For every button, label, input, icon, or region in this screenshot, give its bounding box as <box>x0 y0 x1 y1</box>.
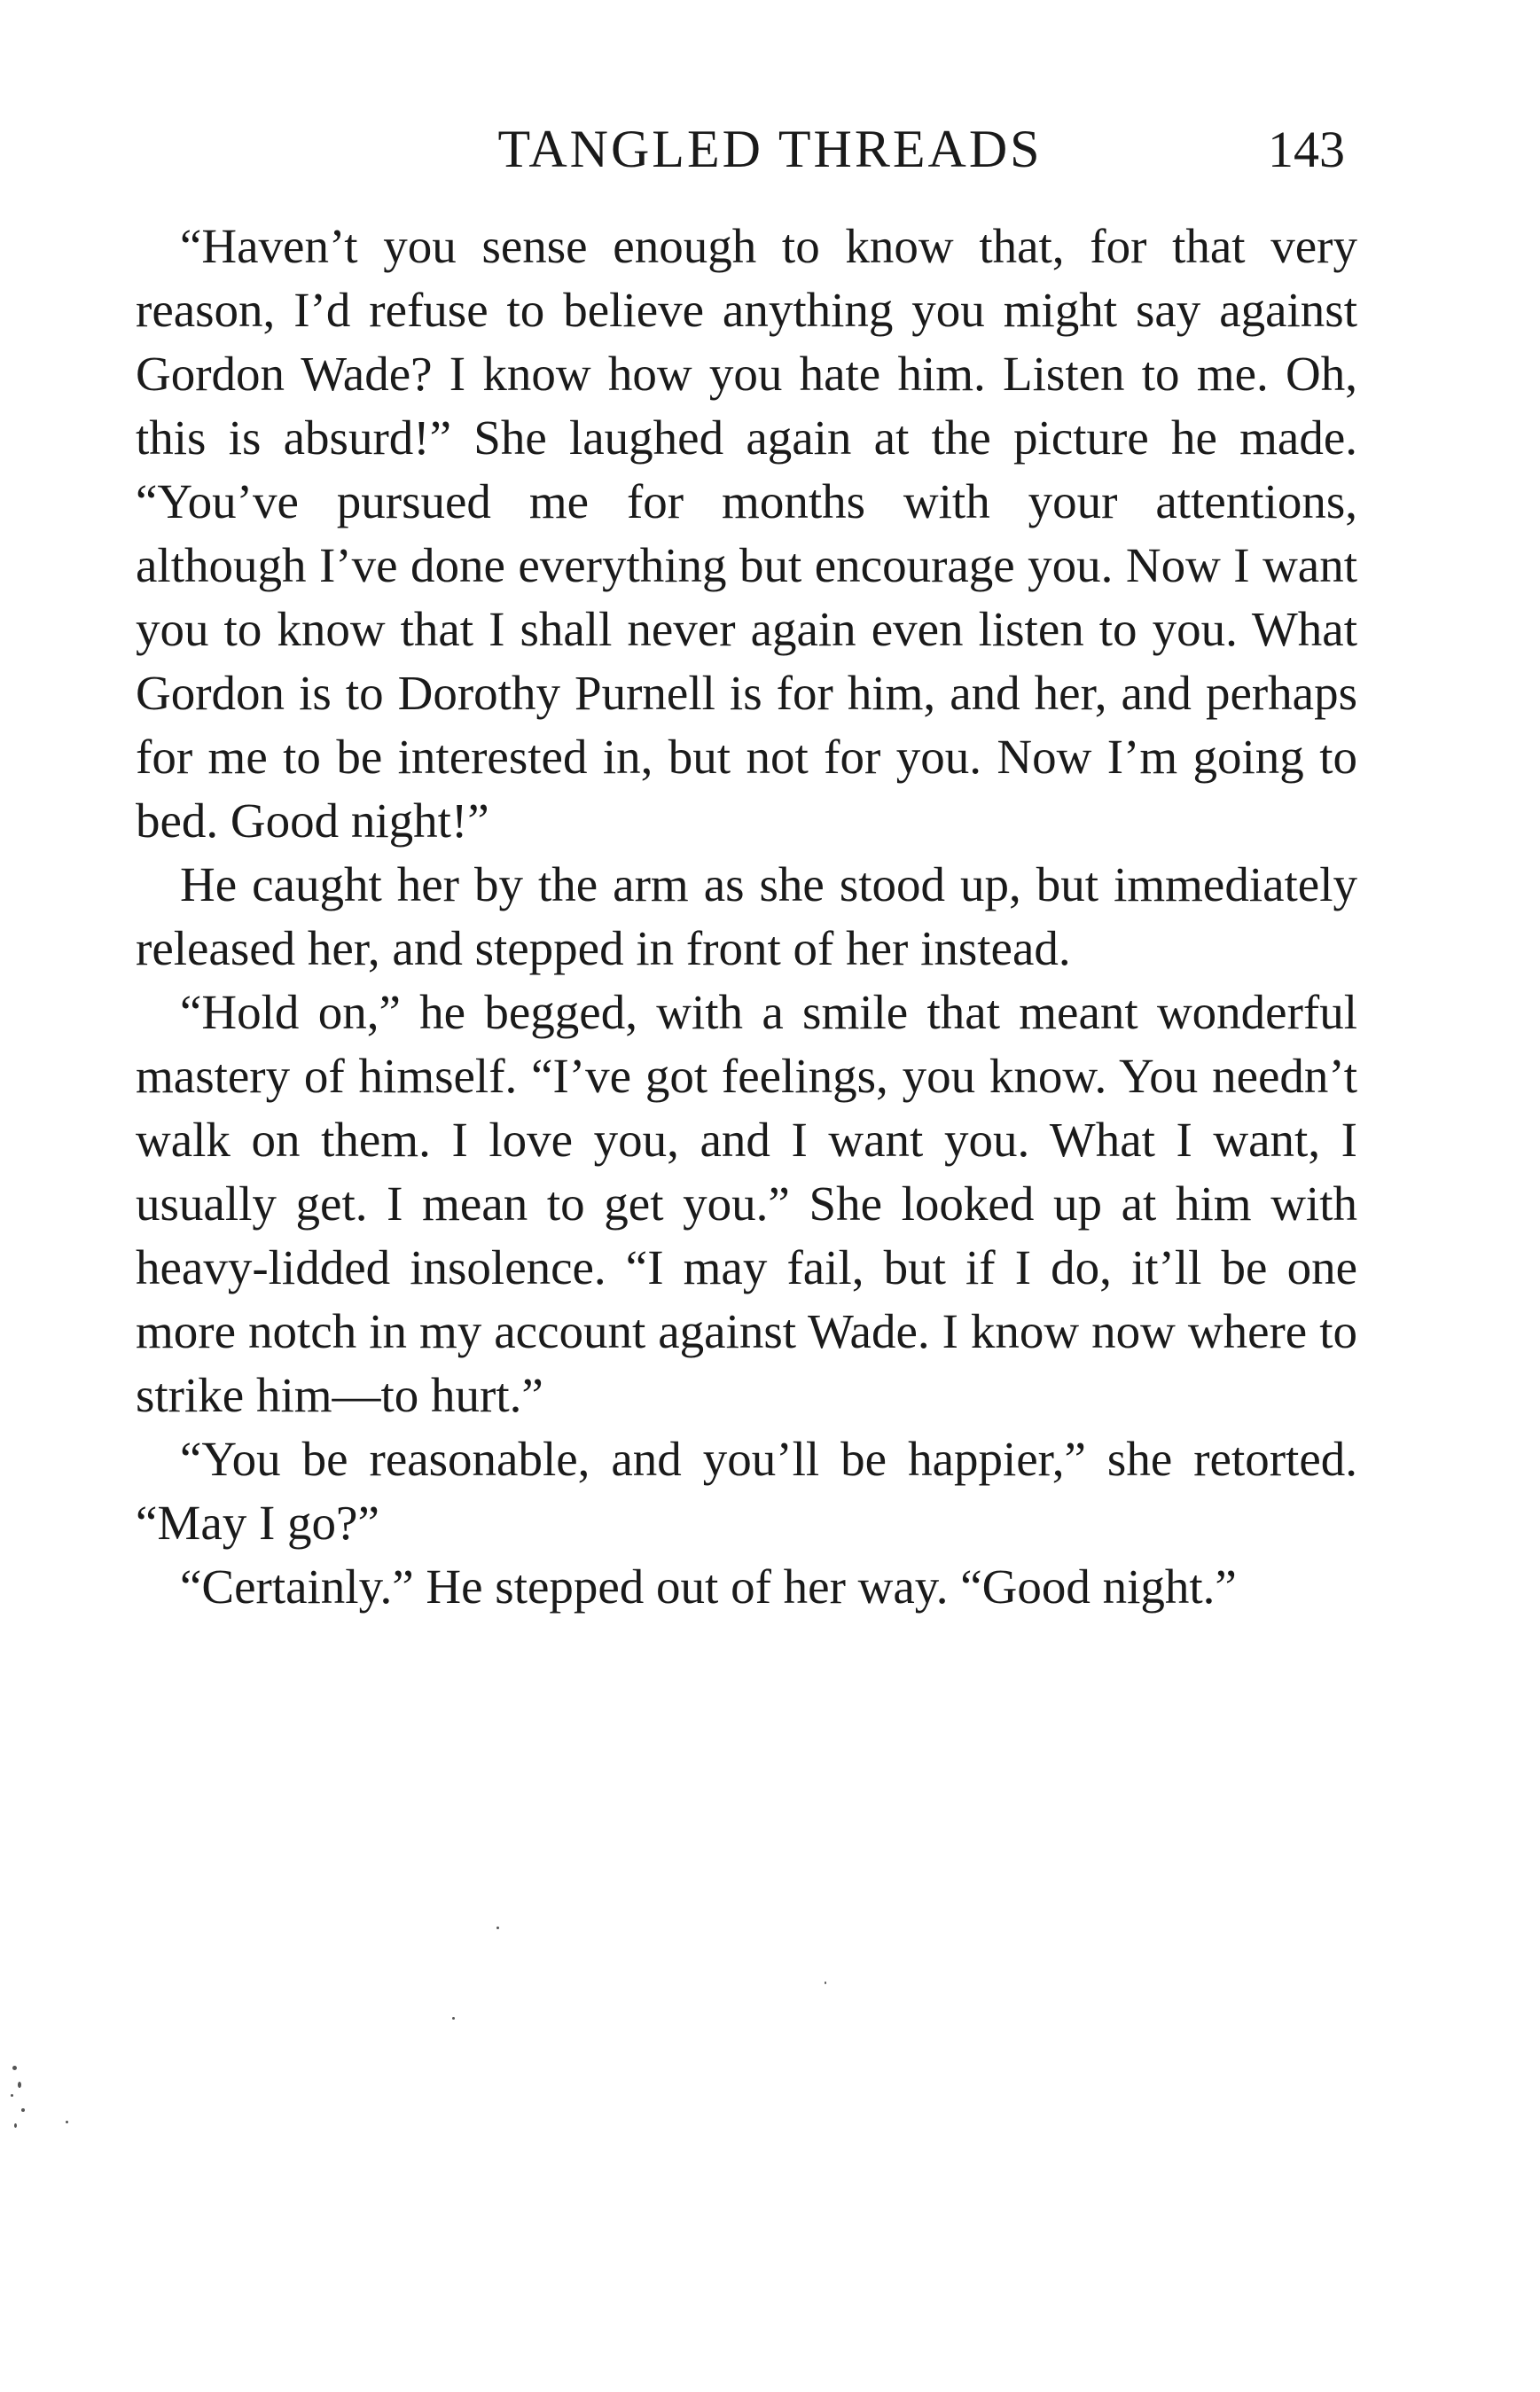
scan-speck <box>12 2066 17 2070</box>
paragraph: “Certainly.” He stepped out of her way. “Good night.” <box>180 1559 1237 1614</box>
scan-speck <box>18 2082 21 2088</box>
scan-speck <box>11 2094 13 2097</box>
paragraph: “Hold on,” he begged, with a smile that meant wonderful mastery of himself. “I’ve got feelings, you know. You needn’t walk on them. I love you, and I want you. What I want, I usually get. I mean to get you.” She looked up at him with heavy-lidded insolence. “I may fail, but if I do, it’ll be one more notch in my account against Wade. I know now where to strike him—to hurt.” <box>136 985 1357 1422</box>
scan-speck <box>452 2017 455 2020</box>
running-title: TANGLED THREADS <box>497 120 1043 178</box>
scan-speck <box>66 2121 68 2123</box>
scan-speck <box>21 2108 25 2112</box>
scan-speck <box>825 1982 826 1984</box>
paragraph: “Haven’t you sense enough to know that, for that very reason, I’d refuse to believe anything you might say against Gordon Wade? I know how you hate him. Listen to me. Oh, this is absurd!” She laughed again at the picture he made. “You’ve pursued me for months with your attentions, although I’ve done everything but encourage you. Now I want you to know that I shall never again even listen to you. What Gordon is to Dorothy Purnell is for him, and her, and perhaps for me to be interested in, but not for you. Now I’m going to bed. Good night!” <box>136 219 1357 848</box>
page-number: 143 <box>1268 121 1345 178</box>
scan-speck <box>496 1927 499 1929</box>
paragraph: He caught her by the arm as she stood up, but immediately released her, and stepped in front of her instead. <box>136 857 1357 975</box>
scan-speck <box>14 2123 17 2128</box>
body-text <box>136 215 1357 1619</box>
paragraph: “You be reasonable, and you’ll be happier,” she retorted. “May I go?” <box>136 1432 1357 1550</box>
